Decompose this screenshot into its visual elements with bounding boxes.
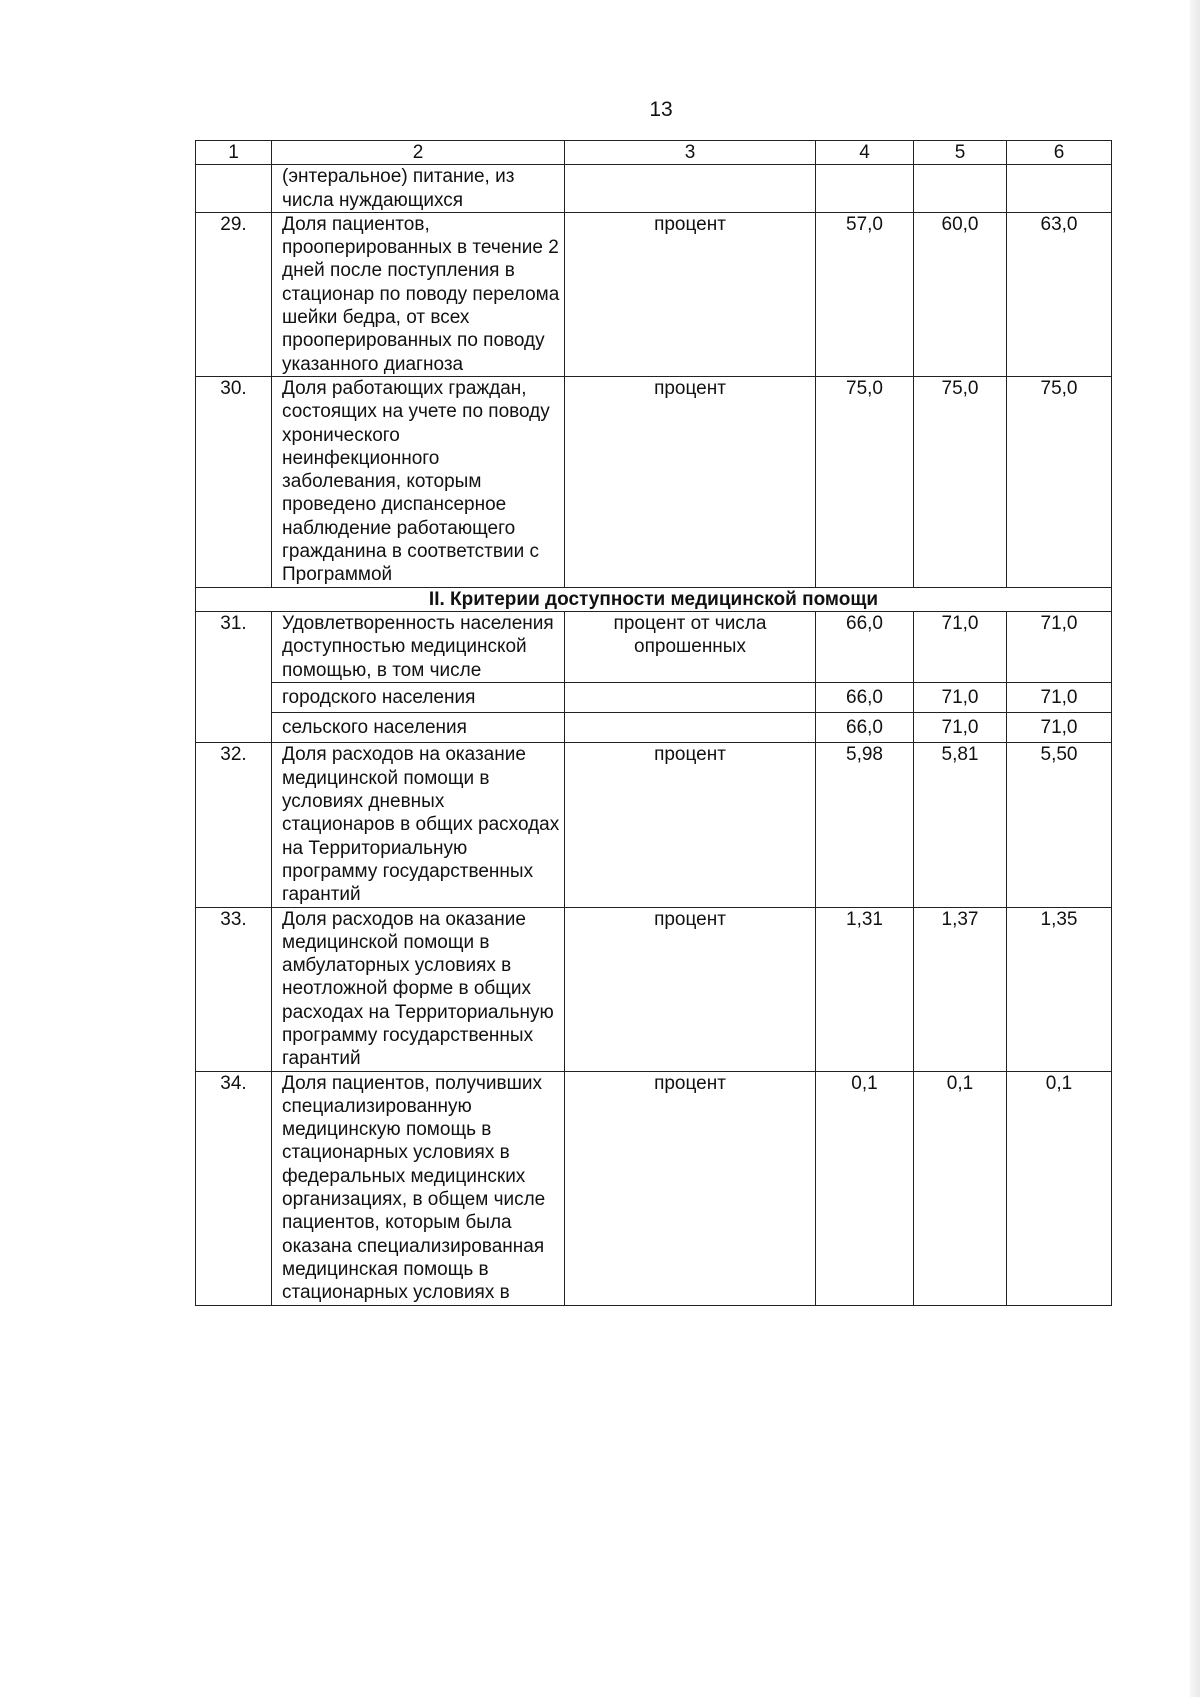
row-number (196, 165, 272, 213)
value-col6: 63,0 (1007, 212, 1112, 376)
value-col6: 75,0 (1007, 376, 1112, 587)
unit: процент от числа опрошенных (565, 611, 816, 682)
row-number: 33. (196, 907, 272, 1071)
value-col5: 1,37 (914, 907, 1007, 1071)
value-col5: 60,0 (914, 212, 1007, 376)
row-number: 34. (196, 1071, 272, 1305)
indicator-name: Доля расходов на оказание медицинской помощи в амбулаторных условиях в неотложной форме в общих расходах на Территориальную программу государственных гарантий (272, 907, 565, 1071)
value-col6: 71,0 (1007, 611, 1112, 682)
value-col4: 66,0 (816, 611, 914, 682)
table-header-row (196, 141, 1112, 165)
value-col5: 0,1 (914, 1071, 1007, 1305)
value-col4: 66,0 (816, 682, 914, 712)
header-cell: 4 (816, 141, 914, 165)
table-row (196, 376, 1112, 587)
unit (565, 165, 816, 213)
value-col6: 71,0 (1007, 682, 1112, 712)
indicator-name: Доля расходов на оказание медицинской помощи в условиях дневных стационаров в общих расходах на Территориальную программу государственных гарантий (272, 743, 565, 907)
page-number: 13 (649, 98, 673, 121)
table-row (196, 165, 1112, 213)
header-cell: 3 (565, 141, 816, 165)
row-number: 32. (196, 743, 272, 907)
indicator-name: Удовлетворенность населения доступностью медицинской помощью, в том числе (272, 611, 565, 682)
unit: процент (565, 743, 816, 907)
value-col4: 75,0 (816, 376, 914, 587)
value-col5: 71,0 (914, 713, 1007, 743)
header-cell: 6 (1007, 141, 1112, 165)
unit: процент (565, 1071, 816, 1305)
unit: процент (565, 376, 816, 587)
value-col4: 0,1 (816, 1071, 914, 1305)
value-col5: 71,0 (914, 682, 1007, 712)
unit: процент (565, 907, 816, 1071)
value-col5: 75,0 (914, 376, 1007, 587)
table-row (196, 907, 1112, 1071)
indicator-name: сельского населения (272, 713, 565, 743)
criteria-table (195, 140, 1112, 1306)
value-col6: 0,1 (1007, 1071, 1112, 1305)
value-col4: 66,0 (816, 713, 914, 743)
row-number: 31. (196, 611, 272, 742)
value-col4 (816, 165, 914, 213)
indicator-name: Доля пациентов, прооперированных в течение 2 дней после поступления в стационар по поводу перелома шейки бедра, от всех прооперированных по поводу указанного диагноза (272, 212, 565, 376)
indicator-name: Доля работающих граждан, состоящих на учете по поводу хронического неинфекционного заболевания, которым проведено диспансерное наблюдение работающего гражданина в соответствии с Программой (272, 376, 565, 587)
scan-edge (1190, 0, 1200, 1697)
section-row (196, 587, 1112, 611)
value-col4: 5,98 (816, 743, 914, 907)
value-col4: 1,31 (816, 907, 914, 1071)
indicator-name: Доля пациентов, получивших специализированную медицинскую помощь в стационарных условиях в федеральных медицинских организациях, в общем числе пациентов, которым была оказана специализированная медицинская помощь в стационарных условиях в (272, 1071, 565, 1305)
value-col5: 5,81 (914, 743, 1007, 907)
header-cell: 5 (914, 141, 1007, 165)
value-col6: 5,50 (1007, 743, 1112, 907)
table-row (196, 212, 1112, 376)
value-col6: 71,0 (1007, 713, 1112, 743)
table-row (196, 611, 1112, 682)
unit: процент (565, 212, 816, 376)
indicator-name: (энтеральное) питание, из числа нуждающихся (272, 165, 565, 213)
table-row (196, 743, 1112, 907)
table-subrow (196, 713, 1112, 743)
unit (565, 682, 816, 712)
header-cell: 1 (196, 141, 272, 165)
header-cell: 2 (272, 141, 565, 165)
section-title: II. Критерии доступности медицинской помощи (196, 587, 1112, 611)
table-subrow (196, 682, 1112, 712)
unit (565, 713, 816, 743)
indicator-name: городского населения (272, 682, 565, 712)
value-col6 (1007, 165, 1112, 213)
row-number: 29. (196, 212, 272, 376)
row-number: 30. (196, 376, 272, 587)
value-col4: 57,0 (816, 212, 914, 376)
table-row (196, 1071, 1112, 1305)
value-col6: 1,35 (1007, 907, 1112, 1071)
value-col5: 71,0 (914, 611, 1007, 682)
value-col5 (914, 165, 1007, 213)
